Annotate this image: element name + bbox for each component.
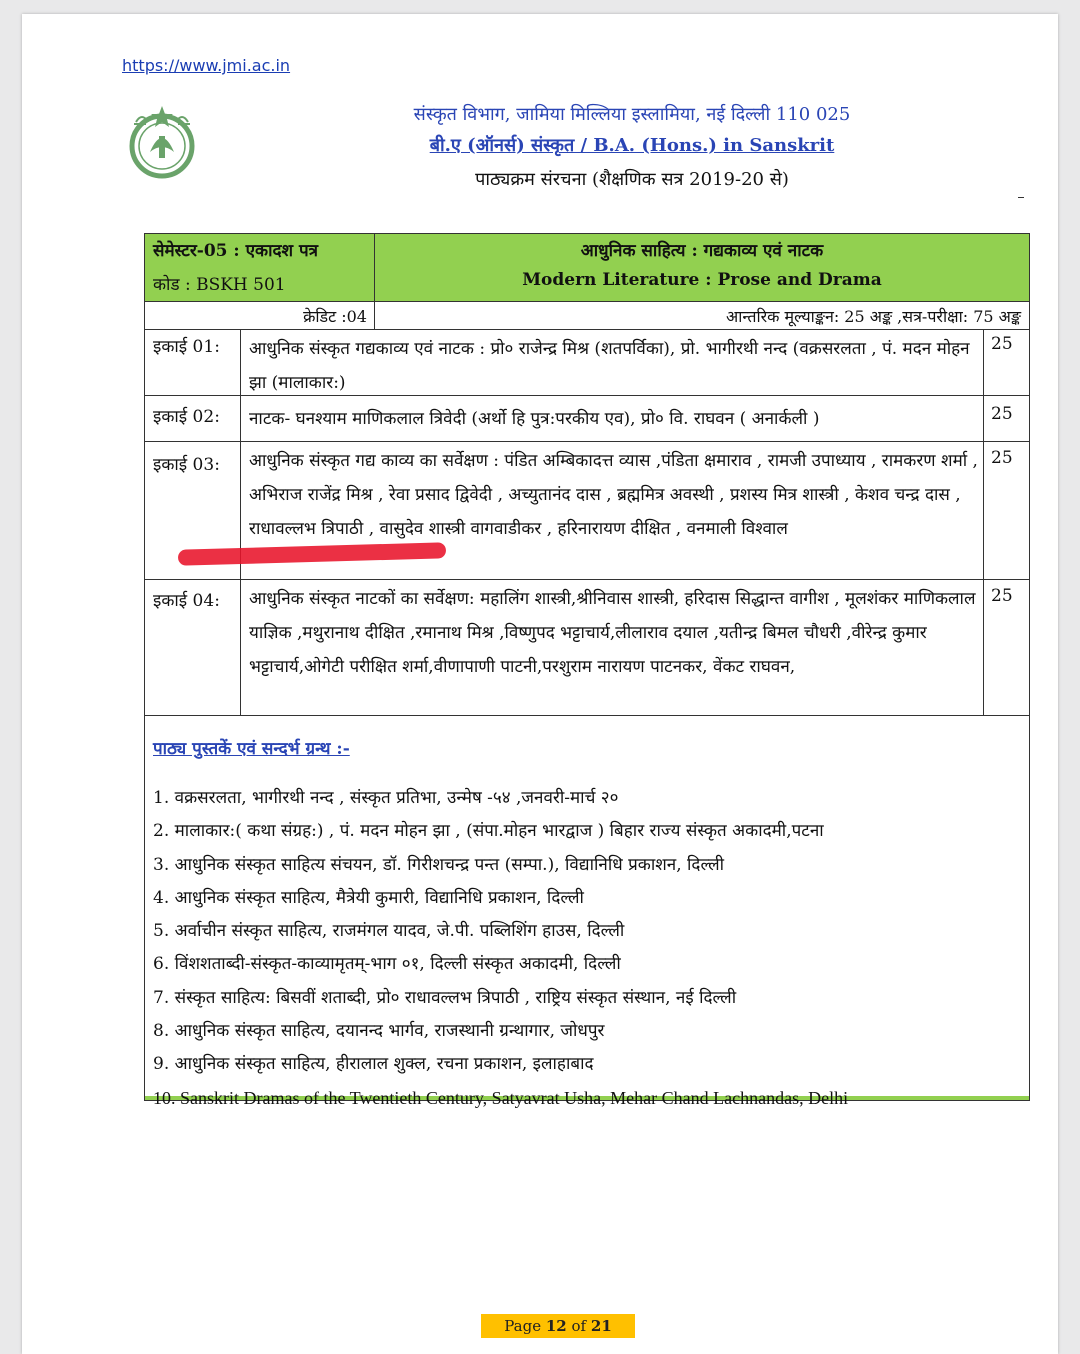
page-current: 12 xyxy=(545,1317,567,1335)
reference-item: 10. Sanskrit Dramas of the Twentieth Century, Satyavrat Usha, Mehar Chand Lachnandas, Delhi xyxy=(153,1087,849,1108)
references-title: पाठ्य पुस्तकें एवं सन्दर्भ ग्रन्थ :- xyxy=(153,739,350,759)
page-of: of xyxy=(571,1317,587,1335)
reference-item: 6. विंशशताब्दी-संस्कृत-काव्यामृतम्-भाग ०१, दिल्ली संस्कृत अकादमी, दिल्ली xyxy=(153,954,621,975)
references-list xyxy=(153,782,848,1115)
unit-row xyxy=(145,330,1029,396)
assessment-marks: आन्तरिक मूल्याङ्कन: 25 अङ्क ,सत्र-परीक्षा: 75 अङ्क xyxy=(726,307,1021,326)
document-page xyxy=(22,14,1058,1354)
unit-label: इकाई 02: xyxy=(153,407,220,427)
stray-mark xyxy=(1018,197,1024,198)
unit-label: इकाई 04: xyxy=(153,591,220,611)
unit-marks: 25 xyxy=(991,586,1013,606)
page-total: 21 xyxy=(590,1317,612,1335)
course-code: कोड : BSKH 501 xyxy=(153,275,286,295)
unit-marks: 25 xyxy=(991,404,1013,424)
unit-label: इकाई 03: xyxy=(153,455,220,475)
university-emblem-icon xyxy=(122,102,202,182)
unit-content: आधुनिक संस्कृत गद्य काव्य का सर्वेक्षण : पंडित अम्बिकादत्त व्यास ,पंडिता क्षमाराव , रामजी उपाध्याय , रामकरण शर्मा , अभिराज राजेंद्र मिश्र , रेवा प्रसाद द्विवेदी , अच्युतानंद दास , ब्रह्ममित्र अवस्थी , प्रशस्य मित्र शास्त्री , केशव चन्द्र दास , राधावल्लभ त्रिपाठी , वासुदेव शास्त्री वागवाडीकर , हरिनारायण दीक्षित , वनमाली विश्वाल xyxy=(249,451,978,539)
course-header-row xyxy=(145,234,1029,302)
reference-item: 2. मालाकार:( कथा संग्रह:) , पं. मदन मोहन झा , (संपा.मोहन भारद्वाज ) बिहार राज्य संस्कृत अकादमी,पटना xyxy=(153,821,824,842)
semester-label: सेमेस्टर-05 : एकादश पत्र xyxy=(153,241,319,261)
unit-marks: 25 xyxy=(991,448,1013,468)
page-prefix: Page xyxy=(504,1317,542,1335)
unit-content: आधुनिक संस्कृत गद्यकाव्य एवं नाटक : प्रो० राजेन्द्र मिश्र (शतपर्विका), प्रो. भागीरथी नन्द (वक्रसरलता , पं. मदन मोहन झा (मालाकार:) xyxy=(249,339,970,393)
course-title-english: Modern Literature : Prose and Drama xyxy=(522,270,882,290)
website-link[interactable]: https://www.jmi.ac.in xyxy=(122,56,291,75)
reference-item: 1. वक्रसरलता, भागीरथी नन्द , संस्कृत प्रतिभा, उन्मेष -५४ ,जनवरी-मार्च २० xyxy=(153,788,619,808)
unit-marks: 25 xyxy=(991,334,1013,354)
reference-item: 3. आधुनिक संस्कृत साहित्य संचयन, डॉ. गिरीशचन्द्र पन्त (सम्पा.), विद्यानिधि प्रकाशन, दिल्ली xyxy=(153,854,725,875)
reference-item: 7. संस्कृत साहित्य: बिसवीं शताब्दी, प्रो० राधावल्लभ त्रिपाठी , राष्ट्रिय संस्कृत संस्थान, नई दिल्ली xyxy=(153,987,737,1008)
curriculum-heading: पाठ्यक्रम संरचना (शैक्षणिक सत्र 2019-20 से) xyxy=(475,169,789,190)
reference-item: 5. अर्वाचीन संस्कृत साहित्य, राजमंगल यादव, जे.पी. पब्लिशिंग हाउस, दिल्ली xyxy=(153,921,625,942)
reference-item: 8. आधुनिक संस्कृत साहित्य, दयानन्द भार्गव, राजस्थानी ग्रन्थागार, जोधपुर xyxy=(153,1021,605,1042)
references-section xyxy=(145,716,1029,1108)
page-number xyxy=(481,1314,635,1338)
unit-row xyxy=(145,580,1029,716)
unit-content: नाटक- घनश्याम माणिकलाल त्रिवेदी (अर्थो हि पुत्र:परकीय एव), प्रो० वि. राघवन ( अनार्कली ) xyxy=(249,409,820,429)
credit-value: क्रेडिट :04 xyxy=(303,307,367,326)
reference-item: 4. आधुनिक संस्कृत साहित्य, मैत्रेयी कुमारी, विद्यानिधि प्रकाशन, दिल्ली xyxy=(153,887,584,908)
unit-label: इकाई 01: xyxy=(153,337,220,357)
course-title-hindi: आधुनिक साहित्य : गद्यकाव्य एवं नाटक xyxy=(580,241,824,261)
unit-content: आधुनिक संस्कृत नाटकों का सर्वेक्षण: महालिंग शास्त्री,श्रीनिवास शास्त्री, हरिदास सिद्धान्त वागीश , मूलशंकर माणिकलाल याज्ञिक ,मथुरानाथ दीक्षित ,रमानाथ मिश्र ,विष्णुपद भट्टाचार्य,लीलाराव दयाल ,यतीन्द्र बिमल चौधरी ,वीरेन्द्र कुमार भट्टाचार्य,ओगेटी परीक्षित शर्मा,वीणापाणी पाटनी,परशुराम नारायण पाटनकर, वेंकट राघवन, xyxy=(249,589,976,677)
programme-heading: बी.ए (ऑनर्स) संस्कृत / B.A. (Hons.) in Sanskrit xyxy=(429,135,835,156)
unit-row xyxy=(145,396,1029,442)
course-table xyxy=(144,233,1030,1108)
reference-item: 9. आधुनिक संस्कृत साहित्य, हीरालाल शुक्ल, रचना प्रकाशन, इलाहाबाद xyxy=(153,1054,594,1075)
credit-row xyxy=(145,302,1029,330)
department-heading: संस्कृत विभाग, जामिया मिल्लिया इस्लामिया, नई दिल्ली 110 025 xyxy=(413,104,851,125)
